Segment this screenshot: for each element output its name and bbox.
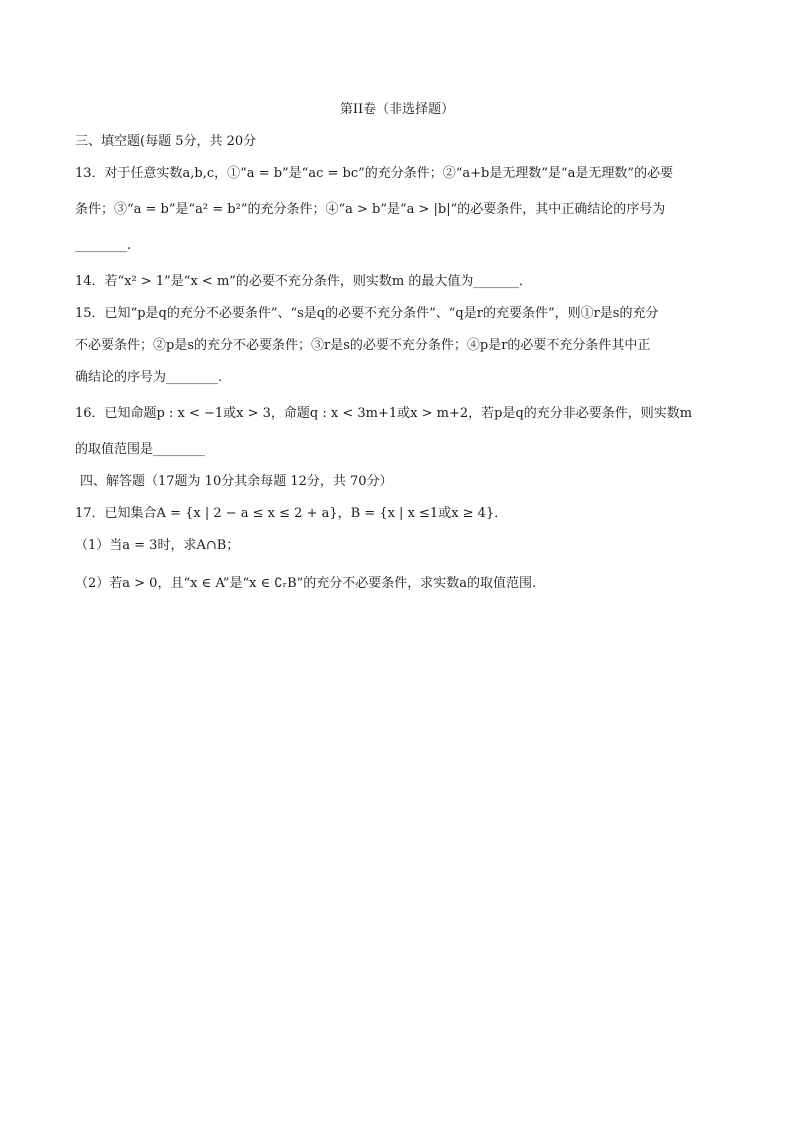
section-heading-fill-in: 三、填空题(每题 5分，共 20分	[75, 134, 257, 149]
question-17-line-1: 17．已知集合A = {x | 2 − a ≤ x ≤ 2 + a}，B = {x | x ≤1或x ≥ 4}．	[75, 506, 508, 521]
section-title: 第II卷（非选择题）	[339, 102, 455, 117]
question-17-part-1: （1）当a = 3时，求A∩B；	[75, 538, 240, 553]
question-15-line-1: 15．已知“p是q的充分不必要条件”、“s是q的必要不充分条件”、“q是r的充要条件”，则①r是s的充分	[75, 306, 659, 321]
question-13-answer-blank: ________.	[75, 238, 132, 253]
question-13-line-2: 条件；③“a = b”是“a² = b²”的充分条件；④“a > b”是“a > |b|”的必要条件，其中正确结论的序号为	[75, 202, 666, 217]
question-14-line-1: 14．若“x² > 1”是“x < m”的必要不充分条件，则实数m 的最大值为_______．	[75, 274, 532, 289]
question-16-line-1: 16．已知命题p : x < −1或x > 3，命题q : x < 3m+1或x > m+2，若p是q的充分非必要条件，则实数m	[75, 406, 693, 421]
question-17-part-2: （2）若a > 0，且“x ∈ A”是“x ∈ ∁ᵣB”的充分不必要条件，求实数a的取值范围.	[75, 576, 537, 591]
question-13-line-1: 13．对于任意实数a,b,c，①“a = b”是“ac = bc”的充分条件；②“a+b是无理数”是“a是无理数”的必要	[75, 166, 674, 181]
section-heading-solutions: 四、解答题（17题为 10分其余每题 12分，共 70分）	[80, 474, 393, 489]
question-15-line-3: 确结论的序号为________.	[75, 370, 223, 385]
question-16-line-2: 的取值范围是________	[75, 442, 206, 457]
question-15-line-2: 不必要条件；②p是s的充分不必要条件；③r是s的必要不充分条件；④p是r的必要不充分条件其中正	[75, 338, 651, 353]
